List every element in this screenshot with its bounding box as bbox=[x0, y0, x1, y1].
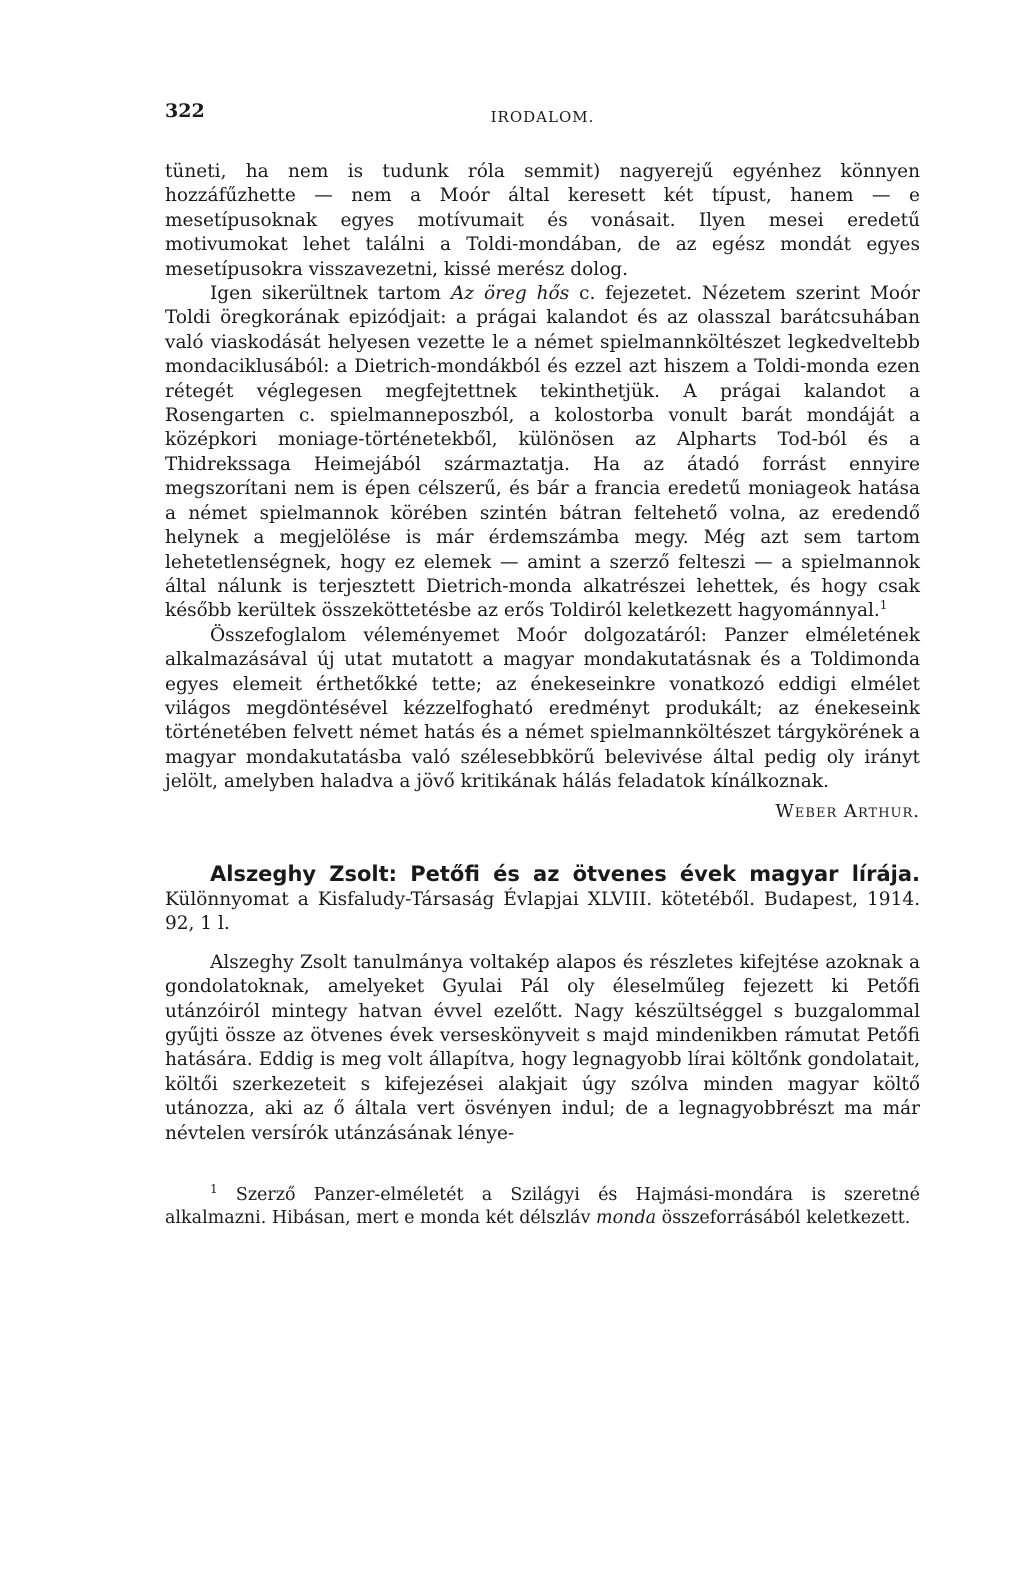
author-signature: Weber Arthur. bbox=[775, 800, 920, 822]
article-paragraph-3: Összefoglalom véleményemet Moór dolgozatáról: Panzer elméletének alkalmazásával új utat mutatott a magyar mondakutatásnak és a Toldimonda egyes elemeit érthetőkké tette; az énekeseinkre vonatkozó eddigi elmélet világos megdöntésével kézzelfogható eredményt produkált; az énekeseink történetében felvett német hatás és a német spielmannköltészet tárgykörének a magyar mondakutatásba való szélesebbkörű belevivése által pedig oly irányt jelölt, amelyben haladva a jövő kritikának hálás feladatok kínálkoznak. bbox=[165, 624, 920, 793]
footnote-reference: 1 bbox=[879, 598, 888, 613]
footnote-text-b: összeforrásából keletkezett. bbox=[656, 1207, 911, 1228]
review-bibliography: Különnyomat a Kisfaludy-Társaság Évlapjai XLVIII. kötetéből. Budapest, 1914. 92, 1 l. bbox=[165, 888, 920, 935]
running-head: IRODALOM. bbox=[490, 108, 595, 126]
review-paragraph-1: Alszeghy Zsolt tanulmánya voltakép alapos és részletes kifejtése azoknak a gondolatoknak, amelyeket Gyulai Pál oly éleselműleg fejezett ki Petőfi utánzóiról mintegy hatvan évvel ezelőtt. Nagy készültséggel s buzgalommal gyűjti össze az ötvenes évek verseskönyveit s majd mindenikben rámutat Petőfi hatására. Eddig is meg volt állapítva, hogy legnagyobb lírai költőnk gondolatait, költői szerkezeteit s kifejezései alakjait úgy szólva minden magyar költő utánozza, aki az ő általa vert ösvényen indul; de a legnagyobbrészt ma már névtelen versírók utánzásának lénye- bbox=[165, 951, 920, 1144]
review-title: Alszeghy Zsolt: Petőfi és az ötvenes évek magyar lírája. bbox=[210, 861, 920, 886]
article-paragraph-1: tüneti, ha nem is tudunk róla semmit) nagyerejű egyénhez könnyen hozzáfűzhette — nem a Moór által keresett két típust, hanem — e mesetípusoknak egyes motívumait és vonásait. Ilyen mesei eredetű motivumokat lehet találni a Toldi-mondában, de az egész mondát egyes mesetípusokra visszavezetni, kissé merész dolog. bbox=[165, 161, 920, 280]
footnote-paragraph bbox=[165, 1184, 920, 1229]
paragraph-2-text-b: c. fejezetet. Nézetem szerint Moór Toldi öregkorának epizódjait: a prágai kalandot és az olasszal barátcsuhában való viaskodását helyesen vezette le a német spielmannköltészet legkedveltebb mondaciklusából: a Dietrich-mondákból és ezzel azt hiszem a Toldi-monda ezen rétegét véglegesen megfejtettnek tekinthetjük. A prágai kalandot a Rosengarten c. spielmanneposzból, a kolostorba vonult barát mondáját a középkori moniage-történetekből, különösen az Alpharts Tod-ból és a Thidrekssaga Heimejából származtatja. Ha az átadó forrást ennyire megszorítani nem is épen célszerű, és bár a francia eredetű moniageok hatása a német spielmannok körében szintén bátran feltehető volna, az eredendő helynek a megjelölése is már érdemszámba megy. Még azt sem tartom lehetetlenségnek, hogy ez elemek — amint a szerző felteszi — a spielmannok által nálunk is terjesztett Dietrich-monda alkatrészei lehettek, és hogy csak később kerültek összeköttetésbe az erős Toldiról keletkezett hagyománnyal. bbox=[165, 283, 921, 622]
review-heading bbox=[165, 862, 920, 937]
page-body bbox=[165, 160, 920, 1229]
chapter-title-italic: Az öreg hős bbox=[450, 283, 570, 305]
article-paragraph-2 bbox=[165, 282, 920, 624]
paragraph-2-text-a: Igen sikerültnek tartom bbox=[210, 283, 451, 305]
footnote-mark: 1 bbox=[210, 1182, 218, 1197]
page-header bbox=[165, 100, 920, 130]
footnote-text-a: Szerző Panzer-elméletét a Szilágyi és Hajmási-mondára is szeretné alkalmazni. Hibásan, mert e monda két délszláv bbox=[165, 1185, 920, 1228]
footnote bbox=[165, 1184, 920, 1229]
page-number: 322 bbox=[165, 100, 205, 122]
spacer bbox=[165, 937, 920, 951]
footnote-separator bbox=[165, 1146, 920, 1184]
footnote-italic-word: monda bbox=[596, 1207, 657, 1228]
